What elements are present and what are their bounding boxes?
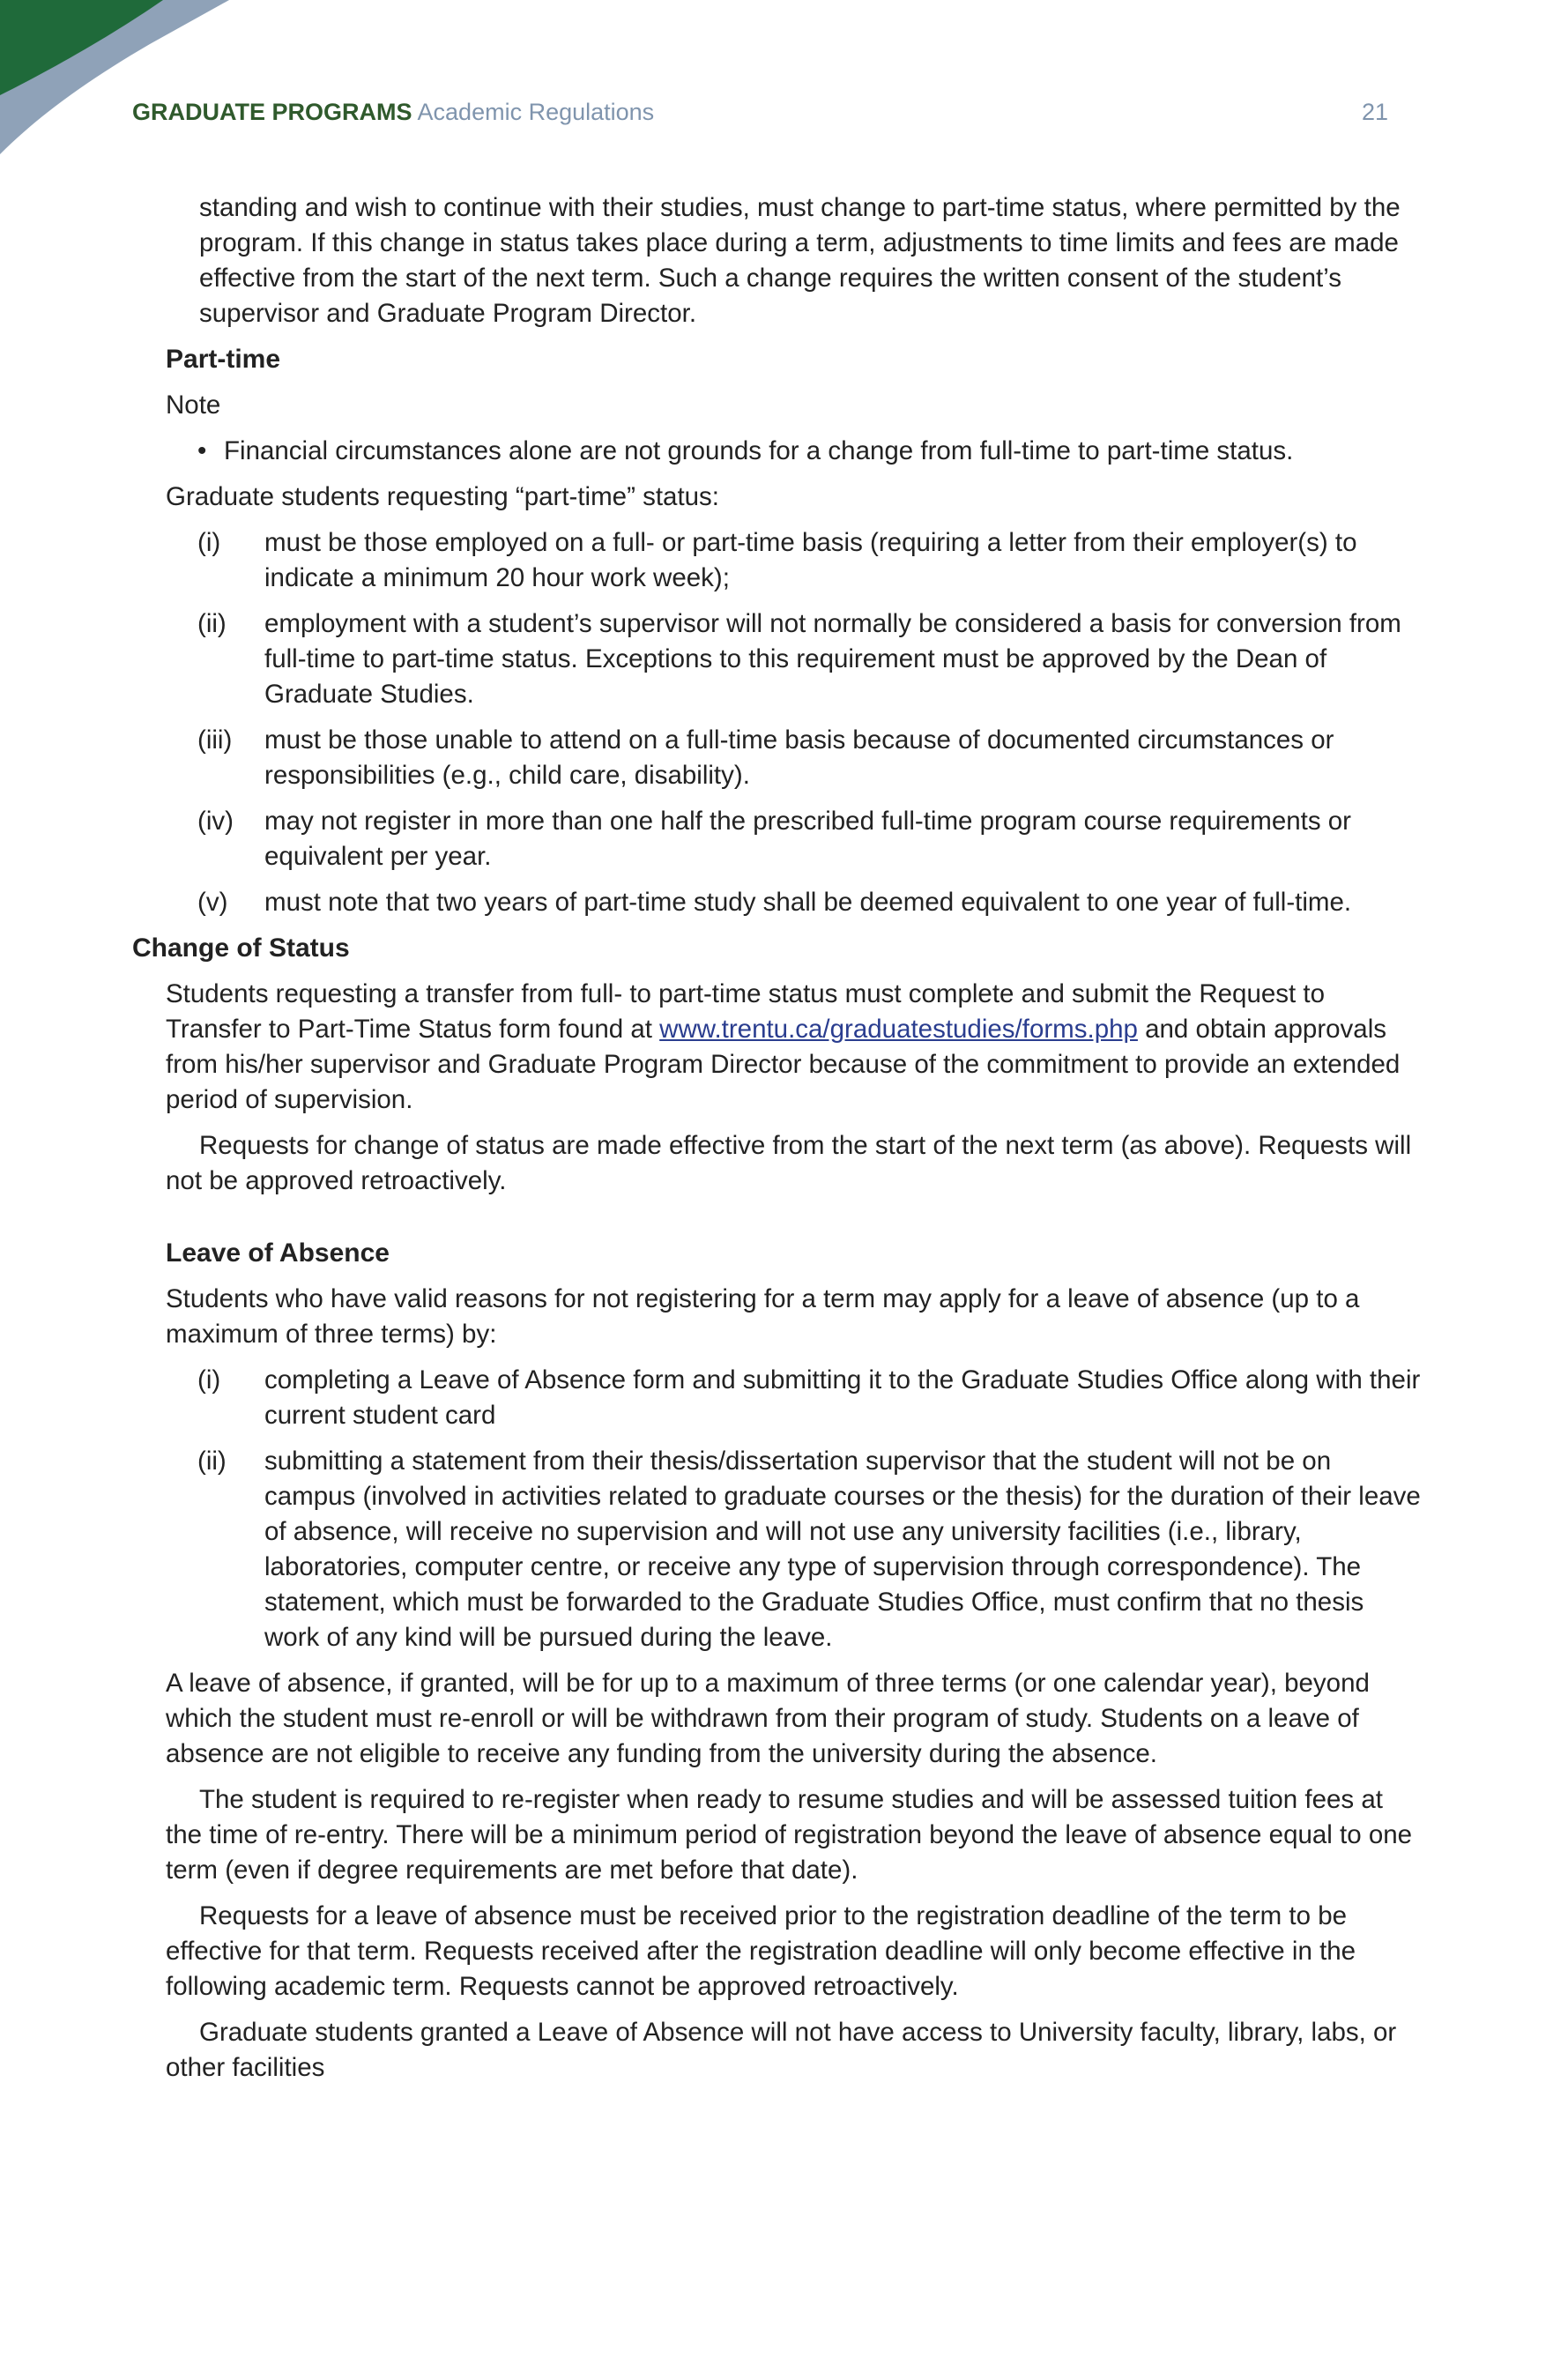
change-of-status-heading: Change of Status xyxy=(132,933,350,963)
header-section-strong: GRADUATE PROGRAMS xyxy=(132,99,412,125)
note-label: Note xyxy=(166,390,221,420)
running-header xyxy=(132,99,1388,134)
list-item xyxy=(197,885,1424,920)
leave-paragraph-2: The student is required to re-register when ready to resume studies and will be assessed tuition fees at the time of re-entry. There will be a minimum period of registration beyond the leave of absence equal to one term (even if degree requirements are met before that date). xyxy=(166,1785,1413,1885)
bullet-text: Financial circumstances alone are not grounds for a change from full-time to part-time status. xyxy=(224,436,1294,465)
list-item xyxy=(197,1363,1424,1433)
list-item xyxy=(197,1444,1424,1655)
leave-lead: Students who have valid reasons for not registering for a term may apply for a leave of absence (up to a maximum of three terms) by: xyxy=(166,1284,1360,1349)
list-item-text: must be those unable to attend on a full-time basis because of documented circumstances or responsibilities (e.g., child care, disability). xyxy=(264,725,1334,790)
list-marker: (iii) xyxy=(197,725,233,755)
leave-steps-list xyxy=(132,1363,1424,1655)
leave-of-absence-heading: Leave of Absence xyxy=(166,1238,390,1268)
list-marker: (i) xyxy=(197,1365,221,1395)
list-item-text: submitting a statement from their thesis/dissertation supervisor that the student will not be on campus (involved in activities related to graduate courses or the thesis) for the duration of their leave of absence, will receive no supervision and will not use any university facilities (i.e., library, laboratories, computer centre, or receive any type of supervision through correspondence). The statement, which must be forwarded to the Graduate Studies Office, must confirm that no thesis work of any kind will be pursued during the leave. xyxy=(264,1447,1421,1652)
change-of-status-paragraph-2: Requests for change of status are made effective from the start of the next term (as above). Requests will not be approved retroactively. xyxy=(166,1131,1412,1195)
list-marker: (ii) xyxy=(197,1447,227,1476)
list-marker: (v) xyxy=(197,888,228,917)
list-item xyxy=(197,434,1424,469)
intro-continuation: standing and wish to continue with their studies, must change to part-time status, where permitted by the program. If this change in status takes place during a term, adjustments to time limits and fees are made effective from the start of the next term. Such a change requires the written consent of the student’s supervisor and Graduate Program Director. xyxy=(199,193,1401,328)
list-item-text: must note that two years of part-time study shall be deemed equivalent to one year of full-time. xyxy=(264,888,1352,917)
list-marker: (ii) xyxy=(197,609,227,638)
paragraph-text: Students requesting a transfer from full- to part-time status must complete and submit the Request to Transfer to Part-Time Status form found at xyxy=(166,979,1326,1044)
leave-paragraph-3: Requests for a leave of absence must be received prior to the registration deadline of the term to be effective for that term. Requests received after the registration deadline will only become effective in the following academic term. Requests cannot be approved retroactively. xyxy=(166,1901,1356,2001)
list-item xyxy=(197,804,1424,874)
list-item-text: must be those employed on a full- or part-time basis (requiring a letter from their employer(s) to indicate a minimum 20 hour work week); xyxy=(264,528,1357,592)
list-marker: (iv) xyxy=(197,807,234,836)
part-time-lead: Graduate students requesting “part-time” status: xyxy=(166,482,719,511)
list-item xyxy=(197,525,1424,596)
header-title xyxy=(132,99,654,126)
list-item-text: completing a Leave of Absence form and submitting it to the Graduate Studies Office along with their current student card xyxy=(264,1365,1421,1430)
page-number: 21 xyxy=(1361,99,1388,125)
list-item-text: may not register in more than one half the prescribed full-time program course requirements or equivalent per year. xyxy=(264,807,1352,871)
part-time-heading: Part-time xyxy=(166,345,281,374)
page-body xyxy=(132,190,1424,2096)
part-time-requirements-list xyxy=(132,525,1424,920)
paragraph-text: and obtain approvals from his/her supervisor and Graduate Program Director because of the commitment to provide an extended period of supervision. xyxy=(166,1015,1401,1114)
header-section-light: Academic Regulations xyxy=(417,99,655,125)
note-bullet-list xyxy=(132,434,1424,469)
list-item-text: employment with a student’s supervisor will not normally be considered a basis for conversion from full-time to part-time status. Exceptions to this requirement must be approved by the Dean of Graduate Studies. xyxy=(264,609,1401,709)
list-marker: (i) xyxy=(197,528,221,557)
list-item xyxy=(197,723,1424,793)
leave-paragraph-1: A leave of absence, if granted, will be for up to a maximum of three terms (or one calendar year), beyond which the student must re-enroll or will be withdrawn from their program of study. Students on a leave of absence are not eligible to receive any funding from the university during the absence. xyxy=(166,1669,1370,1768)
change-of-status-paragraph xyxy=(132,977,1424,1118)
forms-link[interactable]: www.trentu.ca/graduatestudies/forms.php xyxy=(659,1015,1138,1044)
leave-paragraph-4: Graduate students granted a Leave of Absence will not have access to University faculty, library, labs, or other facilities xyxy=(166,2018,1397,2082)
list-item xyxy=(197,606,1424,712)
corner-decoration xyxy=(0,0,229,159)
bullet-icon: • xyxy=(197,436,207,465)
